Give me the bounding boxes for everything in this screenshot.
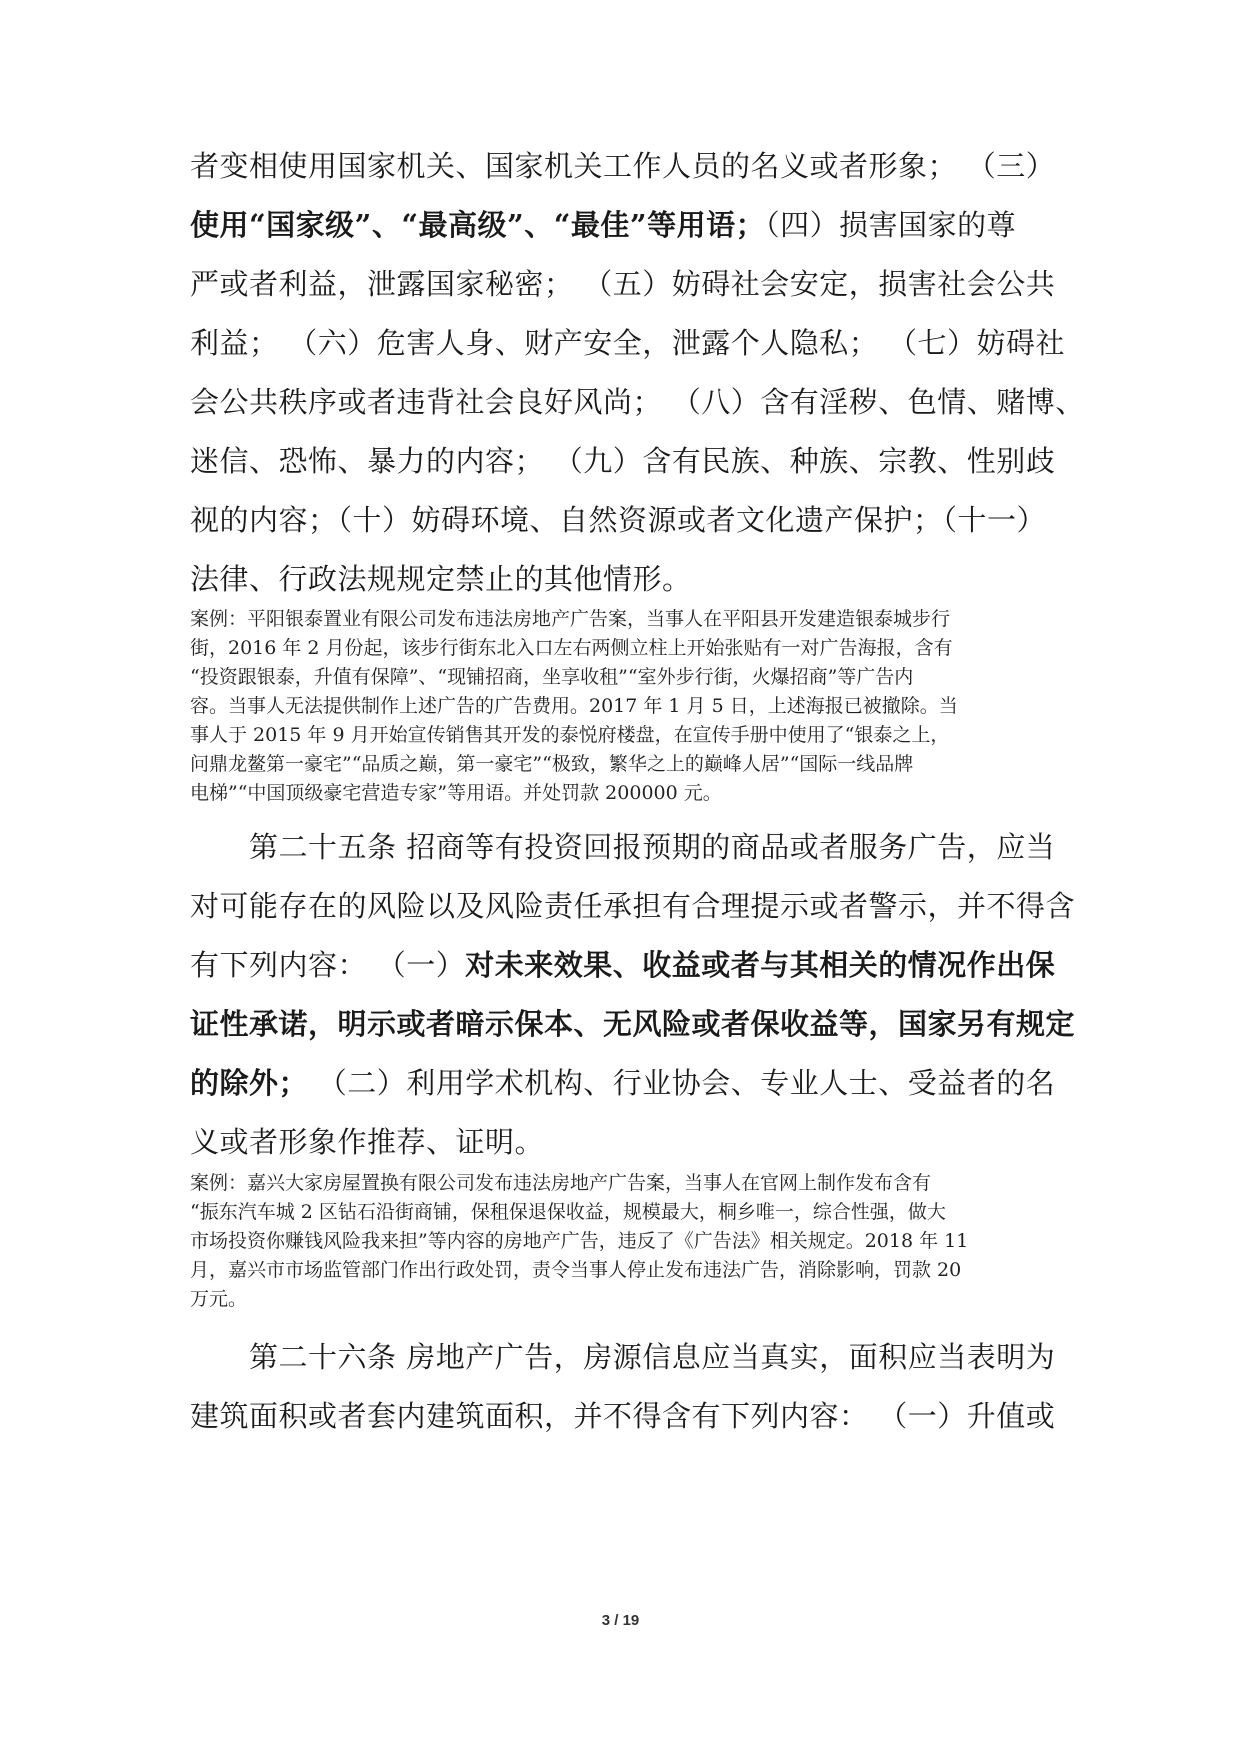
case-line: 问鼎龙鳌第一豪宅”“品质之巅，第一豪宅”“极致，繁华之上的巅峰人居”“国际一线品牌 bbox=[190, 753, 914, 775]
bold-text: 的除外； bbox=[190, 1066, 309, 1100]
plain-text: 有下列内容： （一） bbox=[190, 948, 466, 982]
plain-text: （二）利用学术机构、行业协会、专业人士、受益者的名 bbox=[308, 1066, 1056, 1100]
body-line: 严或者利益，泄露国家秘密； （五）妨碍社会安定，损害社会公共 bbox=[190, 267, 1056, 301]
bold-text: 使用“国家级”、“最高级”、“最佳”等用语； bbox=[190, 208, 766, 242]
case-line: 电梯”“中国顶级豪宅营造专家”等用语。并处罚款 200000 元。 bbox=[190, 782, 722, 804]
case-line: 事人于 2015 年 9 月开始宣传销售其开发的泰悦府楼盘，在宣传手册中使用了“银泰之上， bbox=[190, 724, 950, 746]
case-line: 案例：平阳银泰置业有限公司发布违法房地产广告案，当事人在平阳县开发建造银泰城步行 bbox=[190, 608, 951, 630]
case-line: 容。当事人无法提供制作上述广告的广告费用。2017 年 1 月 5 日，上述海报已被撤除。当 bbox=[190, 695, 958, 717]
case-line: 万元。 bbox=[190, 1288, 248, 1310]
body-line: 迷信、恐怖、暴力的内容； （九）含有民族、种族、宗教、性别歧 bbox=[190, 444, 1056, 478]
body-line: 会公共秩序或者违背社会良好风尚； （八）含有淫秽、色情、赌博、 bbox=[190, 385, 1085, 419]
case-line: “投资跟银泰，升值有保障”、“现铺招商，坐享收租”“室外步行街，火爆招商”等广告内 bbox=[190, 666, 914, 688]
article-26-line: 建筑面积或者套内建筑面积，并不得含有下列内容： （一）升值或 bbox=[190, 1399, 1056, 1433]
case-line: 月，嘉兴市市场监管部门作出行政处罚，责令当事人停止发布违法广告，消除影响，罚款 20 bbox=[190, 1259, 962, 1281]
body-line bbox=[190, 205, 1016, 245]
case-line: 市场投资你赚钱风险我来担”等内容的房地产广告，违反了《广告法》相关规定。2018 年 11 bbox=[190, 1230, 969, 1252]
body-line: 者变相使用国家机关、国家机关工作人员的名义或者形象； （三） bbox=[190, 149, 1056, 183]
article-25-line: 义或者形象作推荐、证明。 bbox=[190, 1125, 545, 1159]
body-line: 视的内容；（十）妨碍环境、自然资源或者文化遗产保护；（十一） bbox=[190, 503, 1047, 537]
article-25-line bbox=[190, 1063, 1055, 1103]
article-25-line: 第二十五条 招商等有投资回报预期的商品或者服务广告，应当 bbox=[249, 830, 1056, 864]
body-line: 法律、行政法规规定禁止的其他情形。 bbox=[190, 562, 692, 596]
plain-text: （四）损害国家的尊 bbox=[765, 208, 1017, 242]
case-line: “振东汽车城 2 区钻石沿街商铺，保租保退保收益，规模最大，桐乡唯一，综合性强，做大 bbox=[190, 1201, 946, 1223]
article-26-line: 第二十六条 房地产广告，房源信息应当真实，面积应当表明为 bbox=[249, 1340, 1056, 1374]
case-line: 街，2016 年 2 月份起，该步行街东北入口左右两侧立柱上开始张贴有一对广告海报，含有 bbox=[190, 637, 953, 659]
page-number: 3 / 19 bbox=[601, 1612, 640, 1629]
article-25-line: 对可能存在的风险以及风险责任承担有合理提示或者警示，并不得含 bbox=[190, 889, 1076, 923]
body-line: 利益； （六）危害人身、财产安全，泄露个人隐私； （七）妨碍社 bbox=[190, 326, 1065, 360]
article-25-line bbox=[190, 945, 1055, 985]
bold-text: 对未来效果、收益或者与其相关的情况作出保 bbox=[465, 948, 1056, 982]
article-25-line: 证性承诺，明示或者暗示保本、无风险或者保收益等，国家另有规定 bbox=[190, 1007, 1076, 1041]
case-line: 案例：嘉兴大家房屋置换有限公司发布违法房地产广告案，当事人在官网上制作发布含有 bbox=[190, 1172, 932, 1194]
